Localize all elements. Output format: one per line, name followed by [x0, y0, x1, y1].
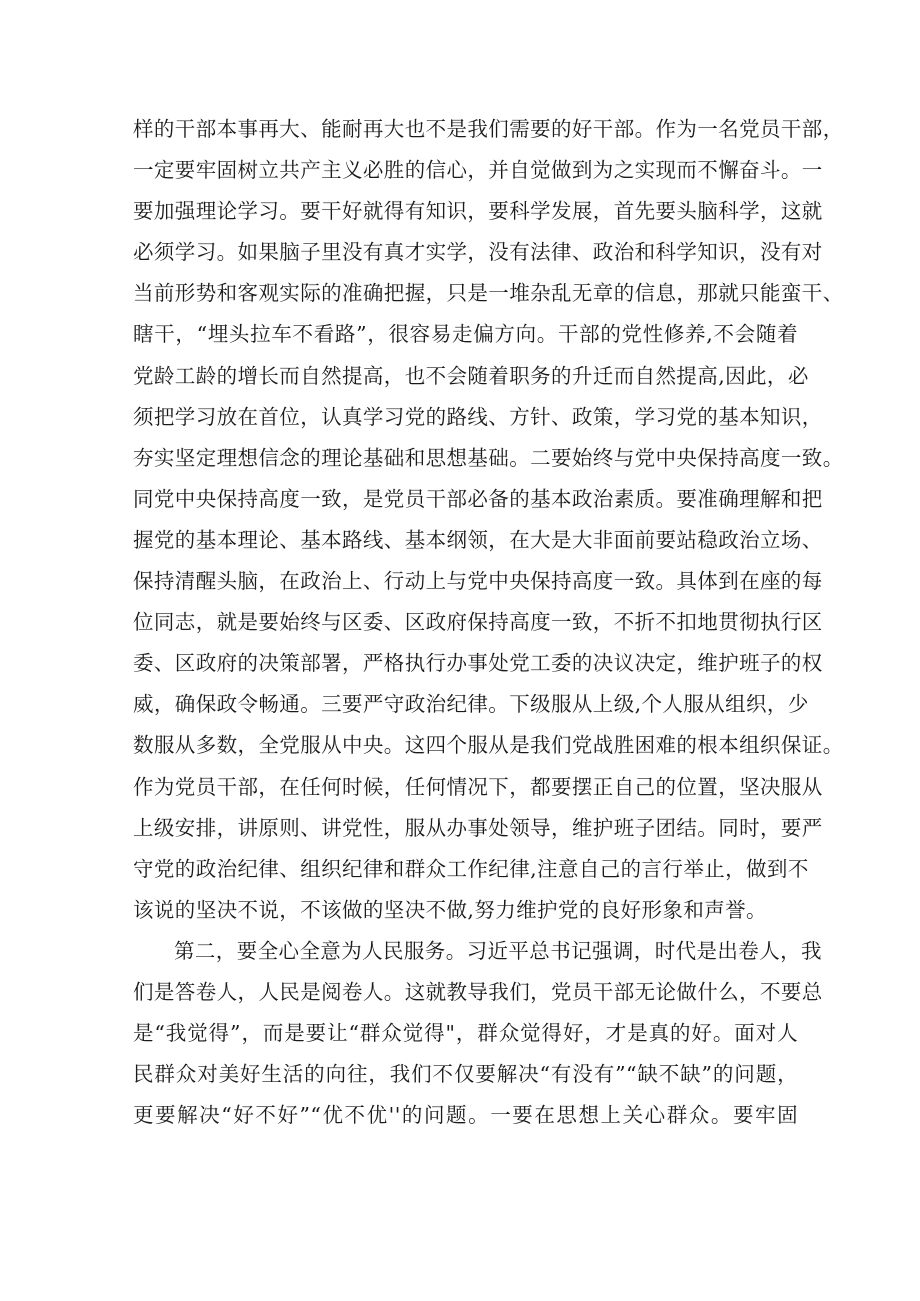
text-line: 握党的基本理论、基本路线、基本纲领，在大是大非面前要站稳政治立场、 [133, 527, 823, 552]
text-line: 必须学习。如果脑子里没有真才实学，没有法律、政治和科学知识，没有对 [133, 240, 823, 265]
text-line: 保持清醒头脑，在政治上、行动上与党中央保持高度一致。具体到在座的每 [133, 569, 823, 594]
text-line: 委、区政府的决策部署，严格执行办事处党工委的决议决定，维护班子的权 [133, 651, 823, 676]
text-line: 上级安排，讲原则、讲党性，服从办事处领导，维护班子团结。同时，要严 [133, 815, 823, 840]
text-line: 民群众对美好生活的向往，我们不仅要解决“有没有”“缺不缺”的问题， [133, 1062, 798, 1087]
text-line: 须把学习放在首位，认真学习党的路线、方针、政策，学习党的基本知识， [133, 404, 823, 429]
text-line: 样的干部本事再大、能耐再大也不是我们需要的好干部。作为一名党员干部， [133, 117, 844, 141]
text-line: 数服从多数，全党服从中央。这四个服从是我们党战胜困难的根本组织保证。 [133, 733, 844, 758]
text-line: 要加强理论学习。要干好就得有知识，要科学发展，首先要头脑科学，这就 [133, 199, 823, 224]
text-line: 一定要牢固树立共产主义必胜的信心，并自觉做到为之实现而不懈奋斗。一 [133, 158, 823, 183]
text-line: 当前形势和客观实际的准确把握，只是一堆杂乱无章的信息，那就只能蛮干、 [133, 281, 844, 306]
text-line: 夯实坚定理想信念的理论基础和思想基础。二要始终与党中央保持高度一致。 [133, 445, 844, 470]
text-line: 党龄工龄的增长而自然提高，也不会随着职务的升迁而自然提高,因此，必 [133, 363, 809, 388]
text-line: 更要解决“好不好”“优不优''的问题。一要在思想上关心群众。要牢固 [133, 1103, 798, 1128]
paragraph-2 [133, 931, 823, 1136]
text-line: 是“我觉得”，而是要让“群众觉得"，群众觉得好，才是真的好。面对人 [133, 1021, 798, 1046]
text-line: 瞎干，“埋头拉车不看路”，很容易走偏方向。干部的党性修养,不会随着 [133, 322, 798, 347]
text-line: 第二，要全心全意为人民服务。习近平总书记强调，时代是出卷人，我 [174, 938, 822, 963]
text-line: 守党的政治纪律、组织纪律和群众工作纪律,注意自己的言行举止，做到不 [133, 856, 809, 881]
text-line: 威，确保政令畅通。三要严守政治纪律。下级服从上级,个人服从组织，少 [133, 692, 809, 717]
text-line: 该说的坚决不说，不该做的坚决不做,努力维护党的良好形象和声誉。 [133, 897, 767, 922]
text-line: 同党中央保持高度一致，是党员干部必备的基本政治素质。要准确理解和把 [133, 486, 823, 511]
paragraph-1 [133, 109, 844, 931]
text-line: 作为党员干部，在任何时候，任何情况下，都要摆正自己的位置，坚决服从 [133, 774, 823, 799]
document-body [133, 109, 844, 1136]
text-line: 们是答卷人，人民是阅卷人。这就教导我们，党员干部无论做什么，不要总 [133, 979, 823, 1004]
text-line: 位同志，就是要始终与区委、区政府保持高度一致，不折不扣地贯彻执行区 [133, 610, 823, 635]
